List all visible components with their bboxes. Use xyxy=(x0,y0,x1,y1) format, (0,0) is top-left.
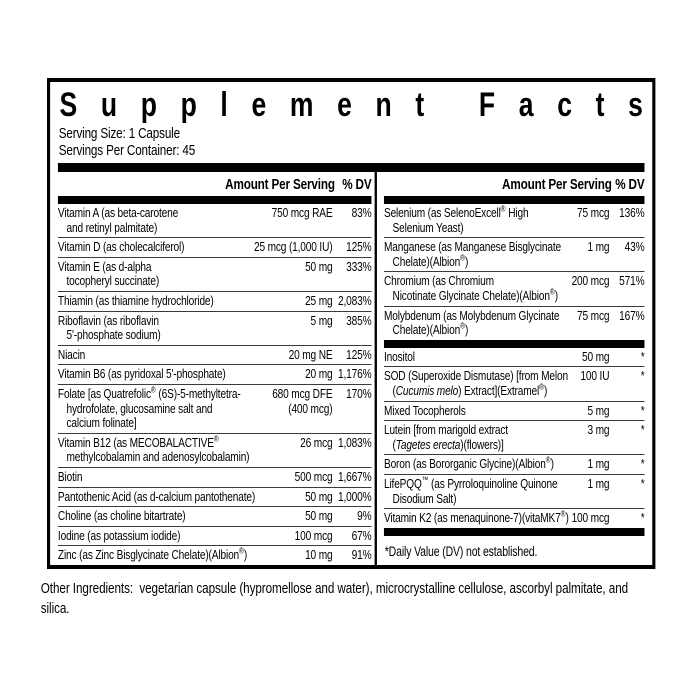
nutrient-amount: 10 mg xyxy=(305,547,333,563)
nutrient-dv: * xyxy=(640,348,645,364)
nutrient-amount: 680 mcg DFE (400 mcg) xyxy=(272,385,333,416)
nutrient-dv: 1,000% xyxy=(338,488,372,504)
nutrient-amount: 20 mg xyxy=(305,366,333,382)
nutrient-row xyxy=(58,291,372,311)
nutrient-row xyxy=(58,237,372,257)
nutrient-amount: 75 mcg xyxy=(577,205,610,220)
left-header-bar xyxy=(58,196,372,204)
nutrient-row xyxy=(384,204,645,237)
nutrient-name: Choline (as choline bitartrate) xyxy=(57,508,186,524)
other-ingredients-text: Other Ingredients: vegetarian capsule (hypromellose and water), microcrystalline cellulose, ascorbyl palmitate, and silica. xyxy=(40,579,629,617)
nutrient-amount: 26 mcg xyxy=(300,434,333,450)
nutrient-dv: * xyxy=(640,402,645,418)
nutrient-dv: 1,083% xyxy=(338,434,372,450)
nutrient-amount: 50 mg xyxy=(305,488,333,504)
nutrient-dv: 333% xyxy=(346,258,372,274)
nutrient-name: Inositol xyxy=(383,348,415,364)
nutrient-dv: 170% xyxy=(346,385,372,401)
nutrient-amount: 100 IU xyxy=(580,368,610,384)
nutrient-dv: 385% xyxy=(346,312,372,328)
nutrient-dv: * xyxy=(640,422,645,438)
nutrient-row xyxy=(58,545,372,565)
nutrient-name: Folate [as Quatrefolic® (6S)-5-methyltetra- hydrofolate, glucosamine salt and calcium folinate] xyxy=(57,384,241,431)
right-header-bar xyxy=(384,196,645,204)
nutrient-dv: 2,083% xyxy=(338,292,372,308)
nutrient-name: SOD (Superoxide Dismutase) [from Melon (Cucumis melo) Extract](Extramel®) xyxy=(383,368,568,398)
amount-per-serving-header: Amount Per Serving xyxy=(502,176,612,193)
nutrient-row xyxy=(384,420,645,454)
nutrient-amount: 100 mcg xyxy=(294,527,333,543)
nutrient-name: Boron (as Bororganic Glycine)(Albion®) xyxy=(383,454,554,472)
nutrient-name: Vitamin A (as beta-carotene and retinyl palmitate) xyxy=(57,205,179,235)
nutrient-row xyxy=(384,366,645,400)
nutrient-dv: * xyxy=(640,456,645,472)
nutrient-amount: 200 mcg xyxy=(571,273,610,289)
nutrient-amount: 20 mg NE xyxy=(288,346,333,362)
right-column xyxy=(377,172,645,565)
percent-dv-header: % DV xyxy=(342,176,372,193)
nutrient-row xyxy=(384,454,645,474)
nutrient-amount: 500 mcg xyxy=(294,468,333,484)
nutrient-name: Chromium (as Chromium Nicotinate Glycinate Chelate)(Albion®) xyxy=(383,273,558,303)
nutrient-dv: 571% xyxy=(619,273,645,289)
nutrient-row xyxy=(58,257,372,291)
nutrient-name: Iodine (as potassium iodide) xyxy=(57,527,181,543)
nutrient-dv: 167% xyxy=(619,307,645,323)
nutrient-row xyxy=(58,204,372,237)
nutrient-name: Riboflavin (as riboflavin 5'-phosphate sodium) xyxy=(57,312,161,343)
nutrient-amount: 25 mg xyxy=(305,292,333,308)
nutrient-dv: 9% xyxy=(357,508,372,524)
nutrient-amount: 1 mg xyxy=(587,456,610,472)
amount-per-serving-header: Amount Per Serving xyxy=(225,176,335,193)
nutrient-amount: 50 mg xyxy=(305,508,333,524)
nutrient-amount: 50 mg xyxy=(305,258,333,274)
nutrient-row xyxy=(384,474,645,508)
nutrient-name: Molybdenum (as Molybdenum Glycinate Chelate)(Albion®) xyxy=(383,307,560,338)
nutrient-amount: 1 mg xyxy=(587,475,610,491)
nutrient-row xyxy=(58,345,372,365)
nutrient-dv: 136% xyxy=(619,205,645,220)
top-divider-bar xyxy=(58,163,645,172)
nutrient-name: Selenium (as SelenoExcell® High Selenium Yeast) xyxy=(383,203,529,235)
nutrient-name: Vitamin E (as d-alpha tocopheryl succinate) xyxy=(57,258,160,289)
nutrient-dv: 43% xyxy=(624,239,645,255)
nutrient-row xyxy=(58,384,372,433)
nutrient-row xyxy=(384,271,645,305)
nutrient-name: Niacin xyxy=(57,346,86,362)
right-column-header xyxy=(384,172,645,196)
nutrient-dv: 125% xyxy=(346,239,372,255)
nutrient-name: Vitamin B6 (as pyridoxal 5'-phosphate) xyxy=(57,366,226,382)
nutrient-row xyxy=(58,526,372,546)
nutrient-amount: 100 mcg xyxy=(571,510,610,526)
nutrient-amount: 5 mg xyxy=(310,312,333,328)
nutrient-row xyxy=(58,364,372,384)
panel-title: S u p p l e m e n t F a c t s xyxy=(59,86,643,124)
nutrient-dv: 91% xyxy=(351,547,372,563)
nutrient-name: Lutein [from marigold extract (Tagetes erecta)(flowers)] xyxy=(383,422,508,452)
nutrient-name: Biotin xyxy=(57,468,83,484)
left-column-header xyxy=(58,172,372,196)
nutrient-amount: 75 mcg xyxy=(577,307,610,323)
nutrient-name: Zinc (as Zinc Bisglycinate Chelate)(Albion®) xyxy=(57,545,248,563)
supplement-facts-panel xyxy=(47,78,655,569)
nutrient-dv: 1,176% xyxy=(338,366,372,382)
nutrient-row xyxy=(384,237,645,271)
nutrient-amount: 25 mcg (1,000 IU) xyxy=(253,239,333,255)
nutrient-dv: 83% xyxy=(351,205,372,220)
page xyxy=(40,78,655,619)
nutrient-row xyxy=(58,487,372,507)
left-column xyxy=(58,172,375,565)
nutrient-name: LifePQQ™ (as Pyrroloquinoline Quinone Disodium Salt) xyxy=(383,474,558,506)
nutrient-amount: 1 mg xyxy=(587,239,610,255)
right-nutrient-rows xyxy=(384,204,645,536)
dv-footnote: *Daily Value (DV) not established. xyxy=(384,543,538,559)
nutrient-name: Vitamin B12 (as MECOBALACTIVE® methylcobalamin and adenosylcobalamin) xyxy=(57,433,250,465)
nutrient-name: Vitamin D (as cholecalciferol) xyxy=(57,239,185,255)
nutrient-name: Mixed Tocopherols xyxy=(383,402,466,418)
percent-dv-header: % DV xyxy=(615,176,645,193)
nutrient-columns xyxy=(58,172,645,565)
nutrient-dv: 67% xyxy=(351,527,372,543)
nutrient-dv: 125% xyxy=(346,346,372,362)
nutrient-dv: * xyxy=(640,368,645,384)
nutrient-name: Vitamin K2 (as menaquinone-7)(vitaMK7®) xyxy=(383,508,569,526)
nutrient-row xyxy=(384,306,645,348)
nutrient-row xyxy=(58,467,372,487)
nutrient-row xyxy=(384,401,645,421)
nutrient-row xyxy=(58,506,372,526)
nutrient-amount: 3 mg xyxy=(587,422,610,438)
nutrient-row xyxy=(384,348,645,367)
nutrient-amount: 50 mg xyxy=(581,348,610,364)
nutrient-row xyxy=(58,311,372,345)
servings-per-container-line: Servings Per Container: 45 xyxy=(58,142,196,159)
nutrient-row xyxy=(58,433,372,467)
nutrient-amount: 5 mg xyxy=(587,402,610,418)
serving-size-line: Serving Size: 1 Capsule xyxy=(58,125,180,142)
left-nutrient-rows xyxy=(58,204,372,565)
nutrient-name: Manganese (as Manganese Bisglycinate Chelate)(Albion®) xyxy=(383,239,561,269)
nutrient-dv: * xyxy=(640,475,645,491)
nutrient-dv: * xyxy=(640,510,645,526)
nutrient-name: Pantothenic Acid (as d-calcium pantothenate) xyxy=(57,488,256,504)
nutrient-row xyxy=(384,508,645,536)
nutrient-amount: 750 mcg RAE xyxy=(271,205,333,220)
nutrient-dv: 1,667% xyxy=(338,468,372,484)
nutrient-name: Thiamin (as thiamine hydrochloride) xyxy=(57,292,214,308)
